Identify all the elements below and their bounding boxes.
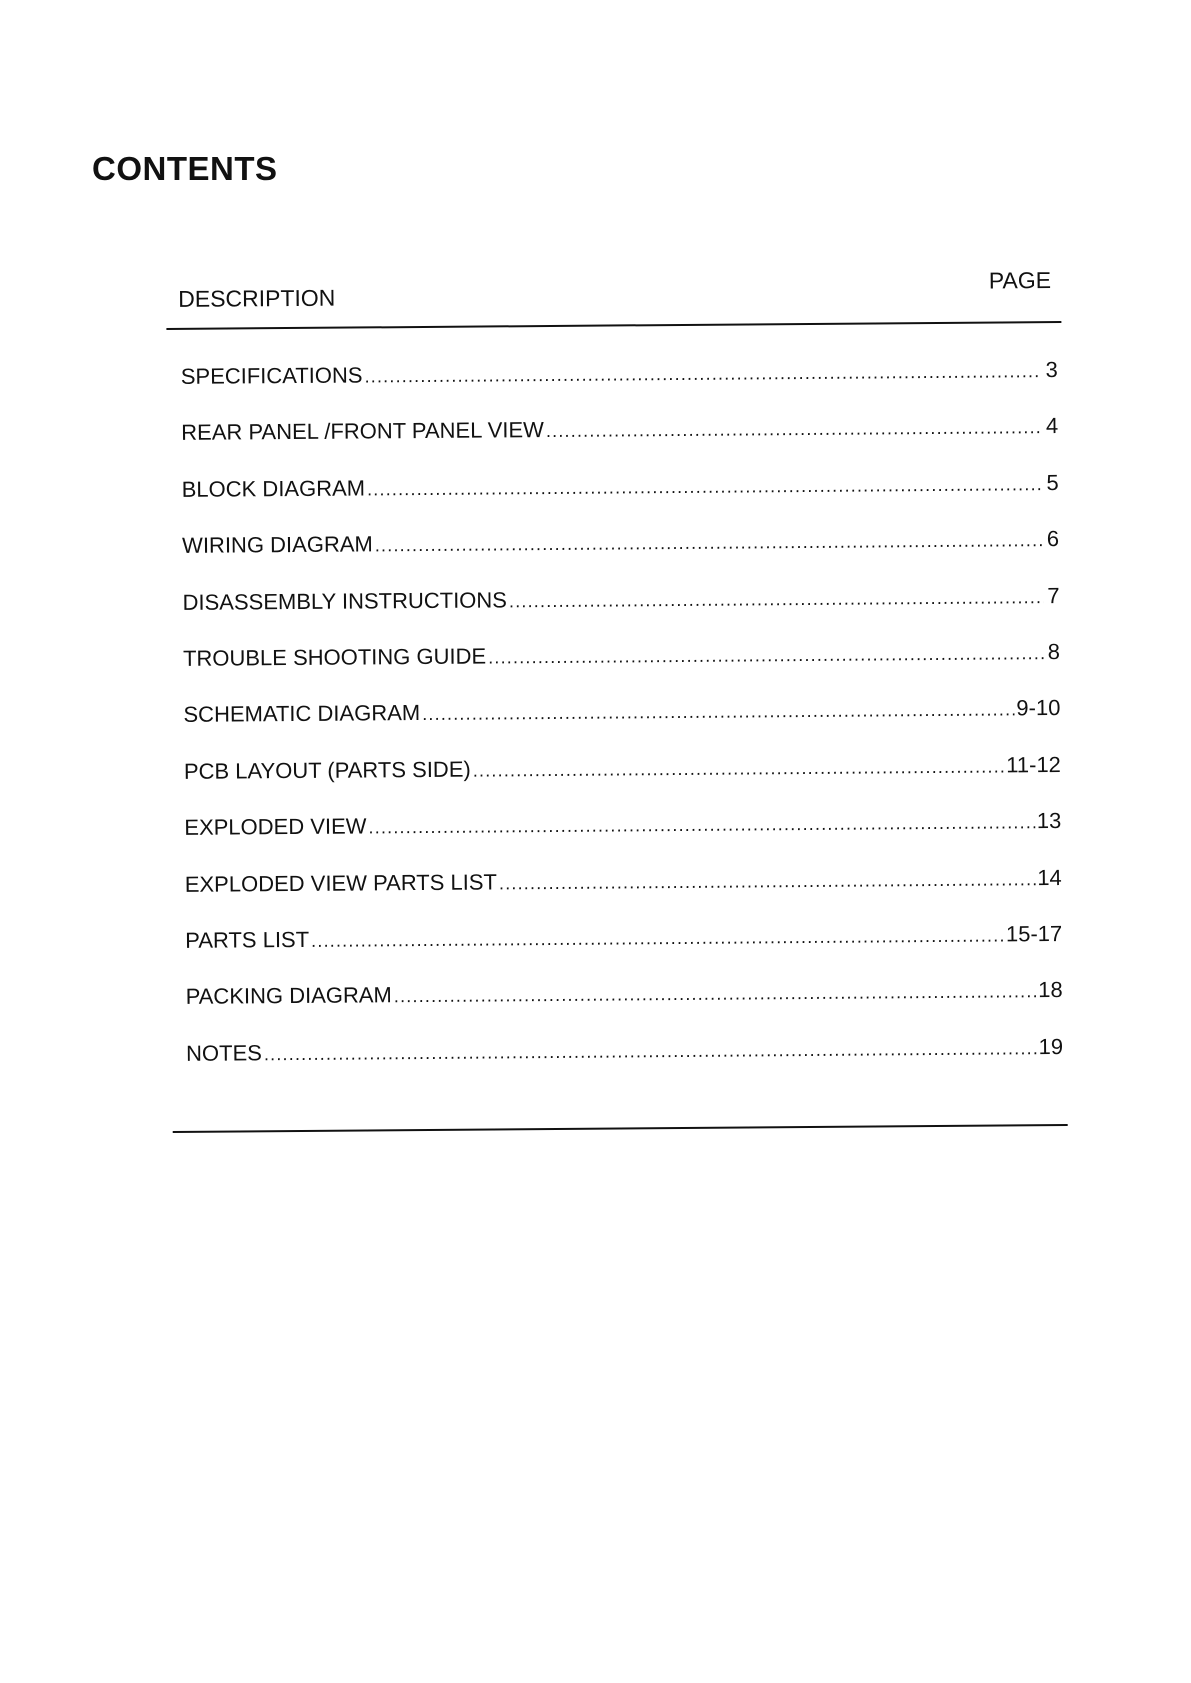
toc-entry <box>169 639 1064 702</box>
toc-entry-page: 8 <box>1047 638 1061 665</box>
page-column-header: PAGE <box>988 267 1052 294</box>
toc-entry-label: WIRING DIAGRAM <box>182 531 373 559</box>
dot-leader <box>311 925 1004 951</box>
toc-entry <box>170 752 1065 815</box>
toc-entry <box>167 413 1062 476</box>
toc-entry-page: 18 <box>1038 977 1063 1003</box>
toc-entry-label: BLOCK DIAGRAM <box>181 475 366 502</box>
dot-leader <box>394 981 1036 1007</box>
toc-entry <box>168 583 1063 646</box>
toc-entry-label: TROUBLE SHOOTING GUIDE <box>182 643 487 671</box>
footer-divider <box>173 1124 1068 1133</box>
toc-entry <box>168 526 1063 589</box>
toc-entry-label: PARTS LIST <box>185 926 310 953</box>
toc-entry-page: 7 <box>1047 582 1060 608</box>
toc-entry <box>167 357 1062 420</box>
toc-entry-page: 14 <box>1037 864 1062 890</box>
toc-entry-label: EXPLODED VIEW <box>184 813 367 840</box>
dot-leader <box>546 418 1042 443</box>
toc-entry-label: REAR PANEL /FRONT PANEL VIEW <box>181 417 544 446</box>
toc-entry-page: 5 <box>1046 469 1059 495</box>
dot-leader <box>367 474 1043 500</box>
table-of-contents <box>166 269 1068 1133</box>
toc-entry-label: NOTES <box>186 1039 262 1066</box>
toc-entries <box>167 357 1068 1097</box>
toc-entry <box>168 470 1063 533</box>
toc-entry-label: EXPLODED VIEW PARTS LIST <box>184 868 498 897</box>
dot-leader <box>422 700 1014 726</box>
toc-entry-label: PACKING DIAGRAM <box>185 982 392 1010</box>
toc-entry <box>169 695 1064 758</box>
toc-entry-label: DISASSEMBLY INSTRUCTIONS <box>182 586 508 615</box>
toc-entry-page: 6 <box>1046 526 1060 552</box>
toc-entry-page: 13 <box>1036 808 1062 834</box>
dot-leader <box>364 361 1041 387</box>
toc-entry-page: 4 <box>1045 413 1059 439</box>
toc-entry-page: 11-12 <box>1006 751 1061 778</box>
dot-leader <box>488 643 1044 668</box>
toc-entry-page: 9-10 <box>1016 695 1061 721</box>
page-title: CONTENTS <box>92 150 278 187</box>
dot-leader <box>368 812 1035 838</box>
dot-leader <box>375 530 1043 556</box>
dot-leader <box>499 869 1035 894</box>
toc-entry-label: PCB LAYOUT (PARTS SIDE) <box>183 756 471 784</box>
dot-leader <box>509 587 1044 612</box>
toc-entry <box>171 921 1066 984</box>
toc-entry <box>170 808 1065 871</box>
toc-header <box>166 269 1061 328</box>
toc-entry <box>172 977 1067 1040</box>
toc-entry-page: 3 <box>1045 356 1058 383</box>
description-column-header: DESCRIPTION <box>178 284 336 312</box>
toc-entry-page: 15-17 <box>1005 920 1063 947</box>
dot-leader <box>264 1038 1037 1065</box>
toc-entry-page: 19 <box>1038 1033 1064 1059</box>
toc-entry-label: SPECIFICATIONS <box>180 362 363 389</box>
toc-entry <box>172 1034 1067 1097</box>
dot-leader <box>473 756 1005 781</box>
toc-entry <box>171 864 1066 927</box>
toc-entry-label: SCHEMATIC DIAGRAM <box>183 700 421 728</box>
